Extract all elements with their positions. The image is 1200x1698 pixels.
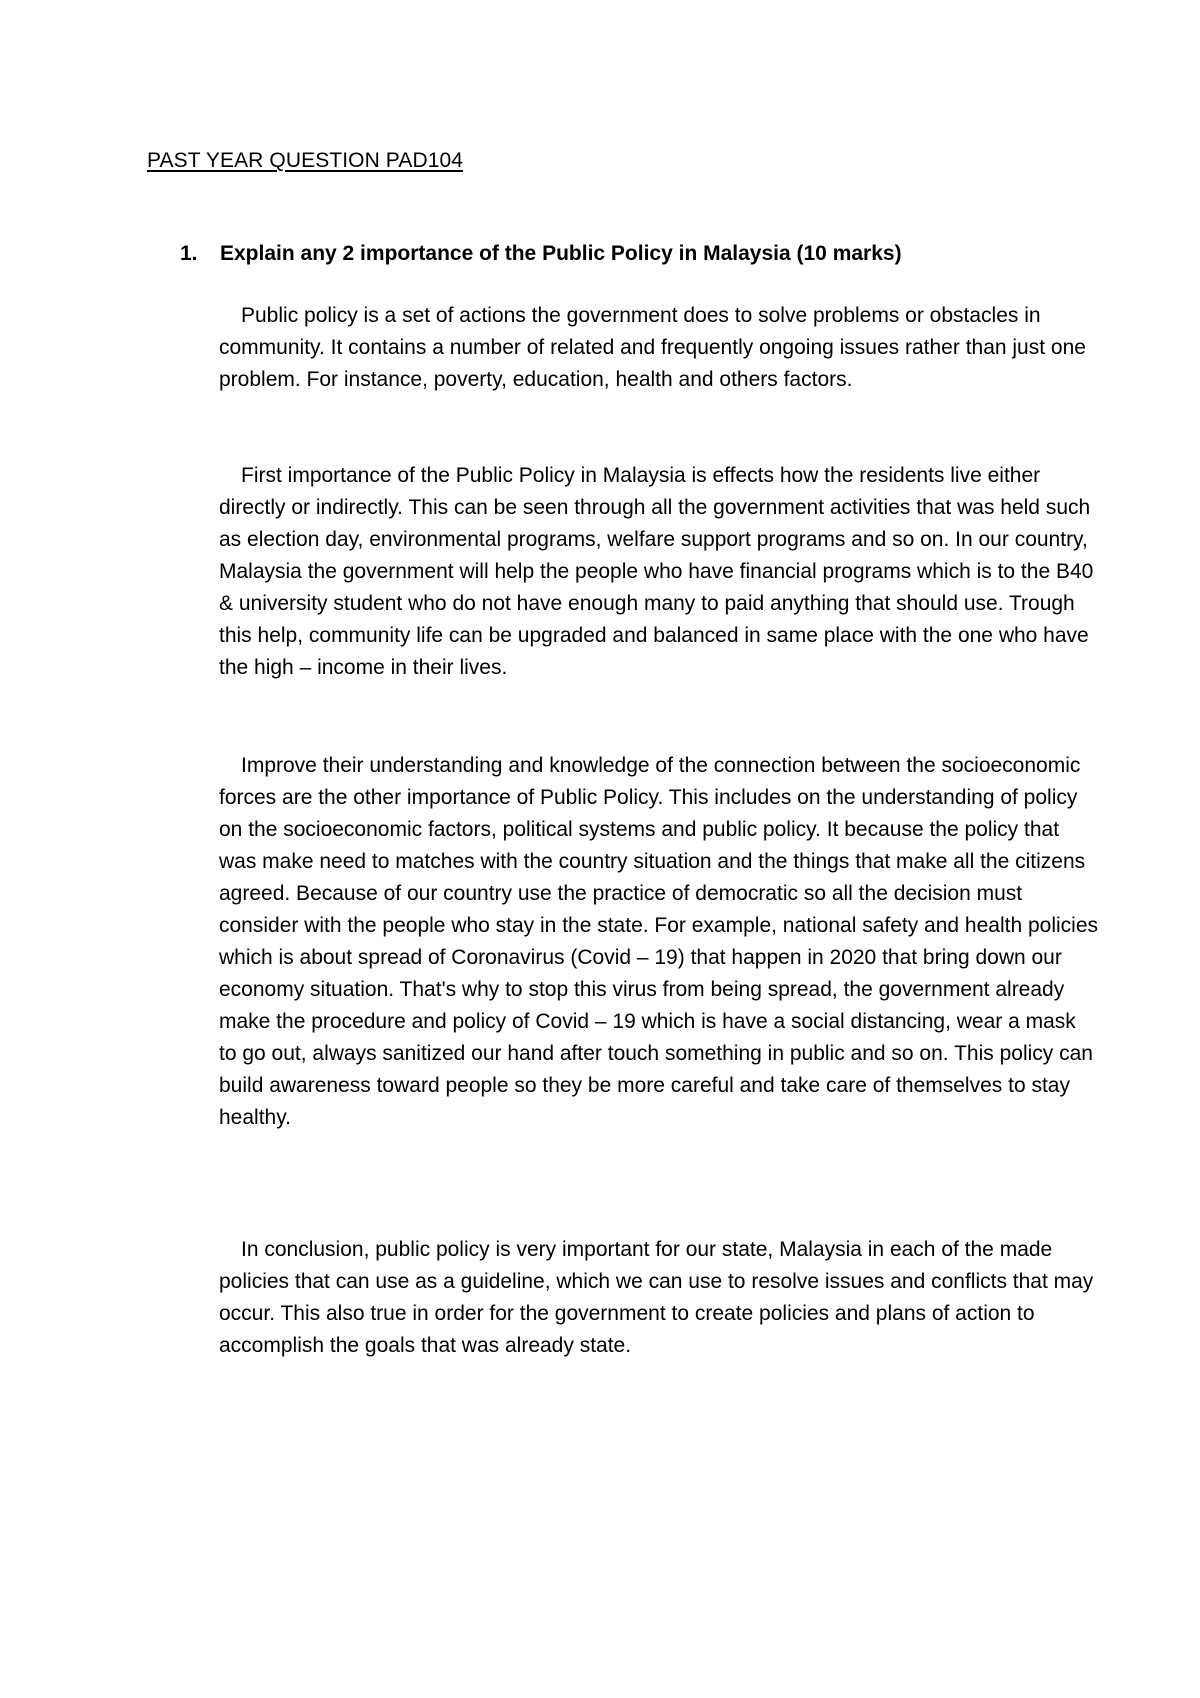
question-text: Explain any 2 importance of the Public Policy in Malaysia (10 marks): [220, 242, 902, 265]
answer-paragraph-first-importance: First importance of the Public Policy in Malaysia is effects how the residents live either directly or indirectly. This can be seen through all the government activities that was held such as election day, environmental programs, welfare support programs and so on. In our country, Malaysia the government will help the people who have financial programs which is to the B40 & university student who do not have enough many to paid anything that should use. Trough this help, community life can be upgraded and balanced in same place with the one who have the high – income in their lives.: [219, 464, 1094, 679]
answer-paragraph-second-importance: Improve their understanding and knowledge of the connection between the socioeconomic forces are the other importance of Public Policy. This includes on the understanding of policy on the socioeconomic factors, political systems and public policy. It because the policy that was make need to matches with the country situation and the things that make all the citizens agreed. Because of our country use the practice of democratic so all the decision must consider with the people who stay in the state. For example, national safety and health policies which is about spread of Coronavirus (Covid – 19) that happen in 2020 that bring down our economy situation. That's why to stop this virus from being spread, the government already make the procedure and policy of Covid – 19 which is have a social distancing, wear a mask to go out, always sanitized our hand after touch something in public and so on. This policy can build awareness toward people so they be more careful and take care of themselves to stay healthy.: [219, 754, 1099, 1129]
question-heading: [180, 240, 1080, 268]
document-title: PAST YEAR QUESTION PAD104: [147, 149, 464, 172]
question-number: 1.: [180, 242, 198, 265]
answer-paragraph-introduction: Public policy is a set of actions the government does to solve problems or obstacles in community. It contains a number of related and frequently ongoing issues rather than just one problem. For instance, poverty, education, health and others factors.: [219, 304, 1086, 391]
answer-paragraph-conclusion: In conclusion, public policy is very important for our state, Malaysia in each of the made policies that can use as a guideline, which we can use to resolve issues and conflicts that may occur. This also true in order for the government to create policies and plans of action to accomplish the goals that was already state.: [219, 1238, 1094, 1357]
